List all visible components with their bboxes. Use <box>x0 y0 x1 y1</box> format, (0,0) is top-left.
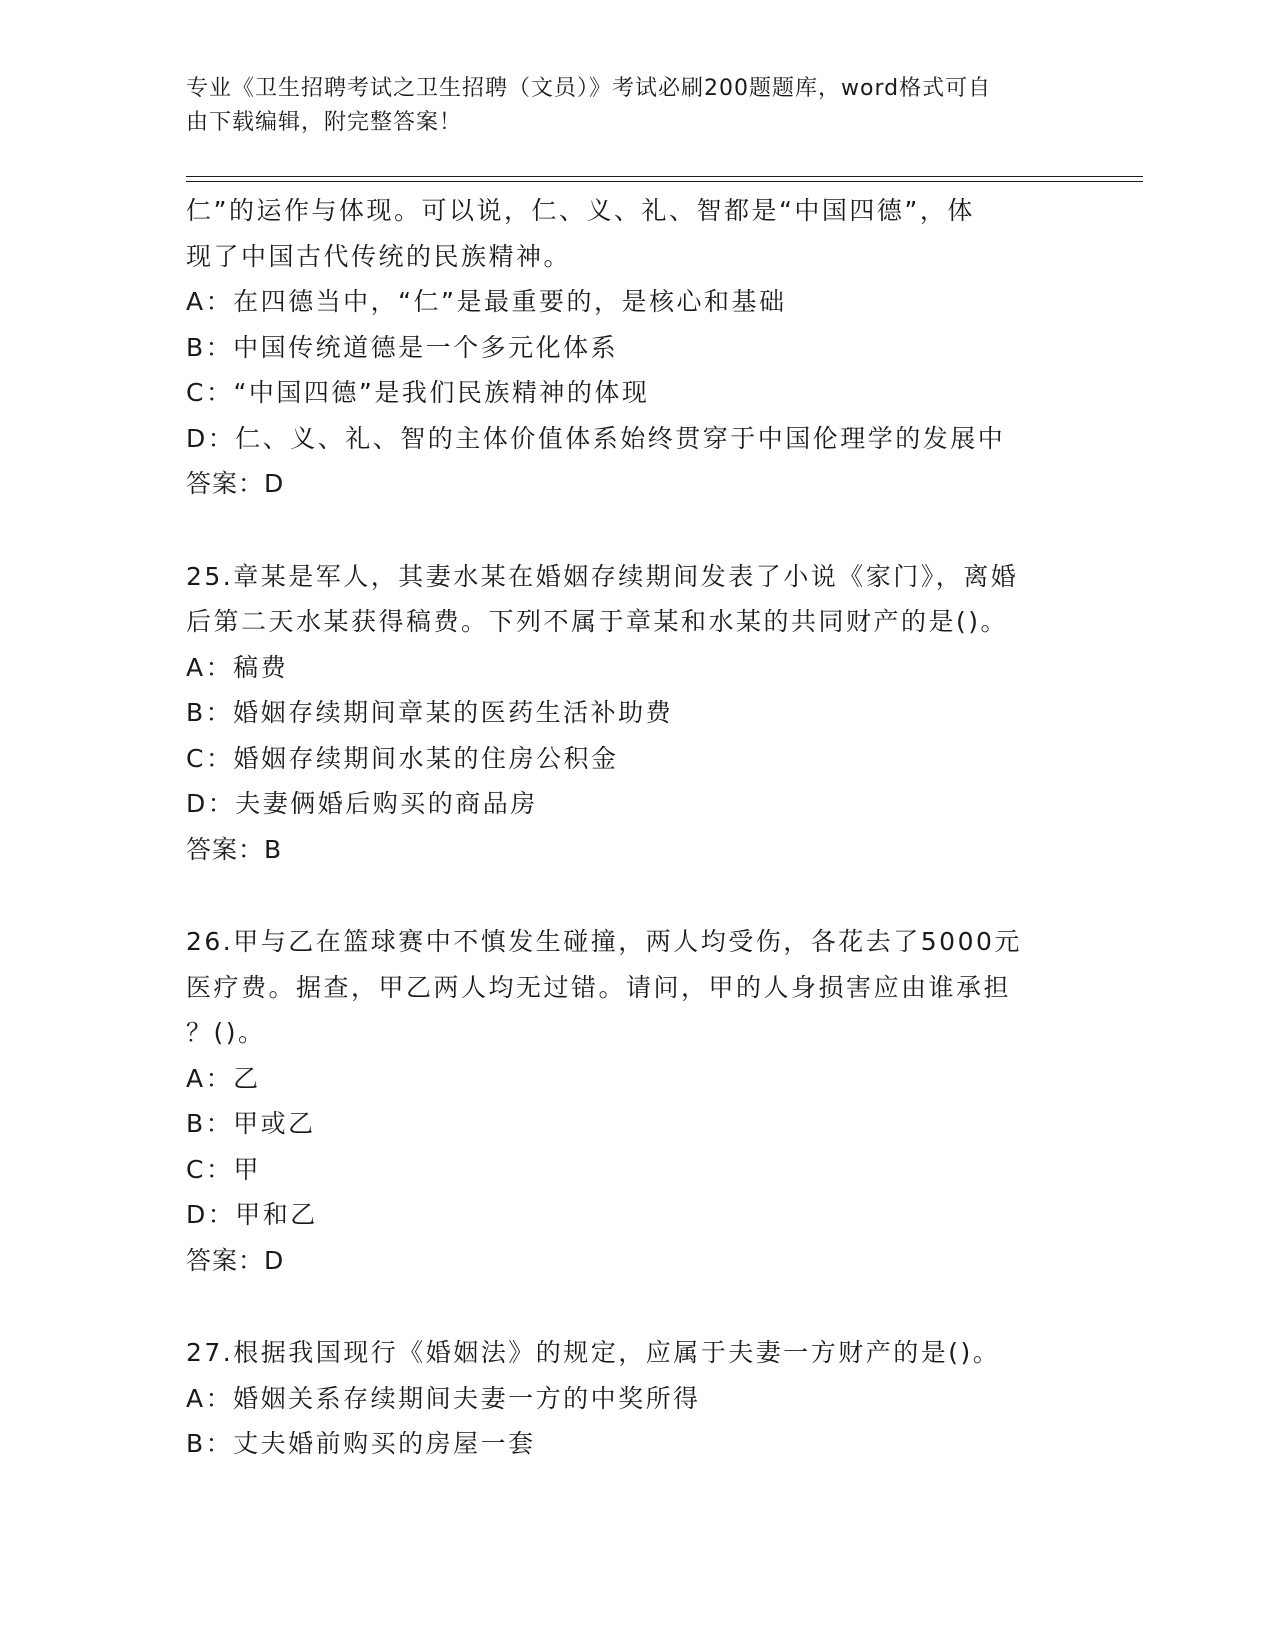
spacer <box>186 507 1066 554</box>
header-line-1: 专业《卫生招聘考试之卫生招聘（文员）》考试必刷200题题库，word格式可自 <box>186 76 992 101</box>
option-d: D：仁、义、礼、智的主体价值体系始终贯穿于中国伦理学的发展中 <box>186 423 1006 453</box>
page-header <box>186 72 1066 140</box>
option-c: C：甲 <box>186 1154 261 1184</box>
option-a: A：乙 <box>186 1063 261 1093</box>
question-block <box>186 1330 1066 1467</box>
option-b: B：婚姻存续期间章某的医药生活补助费 <box>186 698 674 727</box>
question-block <box>186 554 1066 873</box>
option-a: A：稿费 <box>186 652 289 682</box>
option-b: B：甲或乙 <box>186 1109 316 1138</box>
header-divider-top <box>186 176 1143 177</box>
spacer <box>186 1283 1066 1330</box>
question-text-line: ？()。 <box>186 1018 266 1047</box>
option-b: B：中国传统道德是一个多元化体系 <box>186 332 619 362</box>
header-line-2: 由下载编辑，附完整答案！ <box>186 110 463 135</box>
option-d: D：夫妻俩婚后购买的商品房 <box>186 789 538 818</box>
answer-line: 答案：D <box>186 469 285 498</box>
question-text-line: 25.章某是军人，其妻水某在婚姻存续期间发表了小说《家门》，离婚 <box>186 561 1019 591</box>
question-text-line: 后第二天水某获得稿费。下列不属于章某和水某的共同财产的是()。 <box>186 607 1009 636</box>
option-a: A：在四德当中，“仁”是最重要的，是核心和基础 <box>186 287 787 316</box>
option-d: D：甲和乙 <box>186 1200 318 1229</box>
question-block <box>186 919 1066 1283</box>
question-text-line: 仁”的运作与体现。可以说，仁、义、礼、智都是“中国四德”，体 <box>186 196 975 225</box>
question-text-line: 现了中国古代传统的民族精神。 <box>186 241 572 271</box>
option-b: B：丈夫婚前购买的房屋一套 <box>186 1429 536 1458</box>
header-divider-bottom <box>186 181 1143 182</box>
question-block <box>186 188 1066 507</box>
question-text-line: 医疗费。据查，甲乙两人均无过错。请问，甲的人身损害应由谁承担 <box>186 972 1012 1002</box>
question-text-line: 27.根据我国现行《婚姻法》的规定，应属于夫妻一方财产的是()。 <box>186 1338 1001 1367</box>
document-body <box>186 188 1066 1467</box>
option-c: C：婚姻存续期间水某的住房公积金 <box>186 743 619 773</box>
spacer <box>186 872 1066 919</box>
option-a: A：婚姻关系存续期间夫妻一方的中奖所得 <box>186 1383 701 1413</box>
option-c: C：“中国四德”是我们民族精神的体现 <box>186 378 650 407</box>
question-text-line: 26.甲与乙在篮球赛中不慎发生碰撞，两人均受伤，各花去了5000元 <box>186 927 1022 956</box>
answer-line: 答案：B <box>186 834 283 864</box>
answer-line: 答案：D <box>186 1245 285 1275</box>
